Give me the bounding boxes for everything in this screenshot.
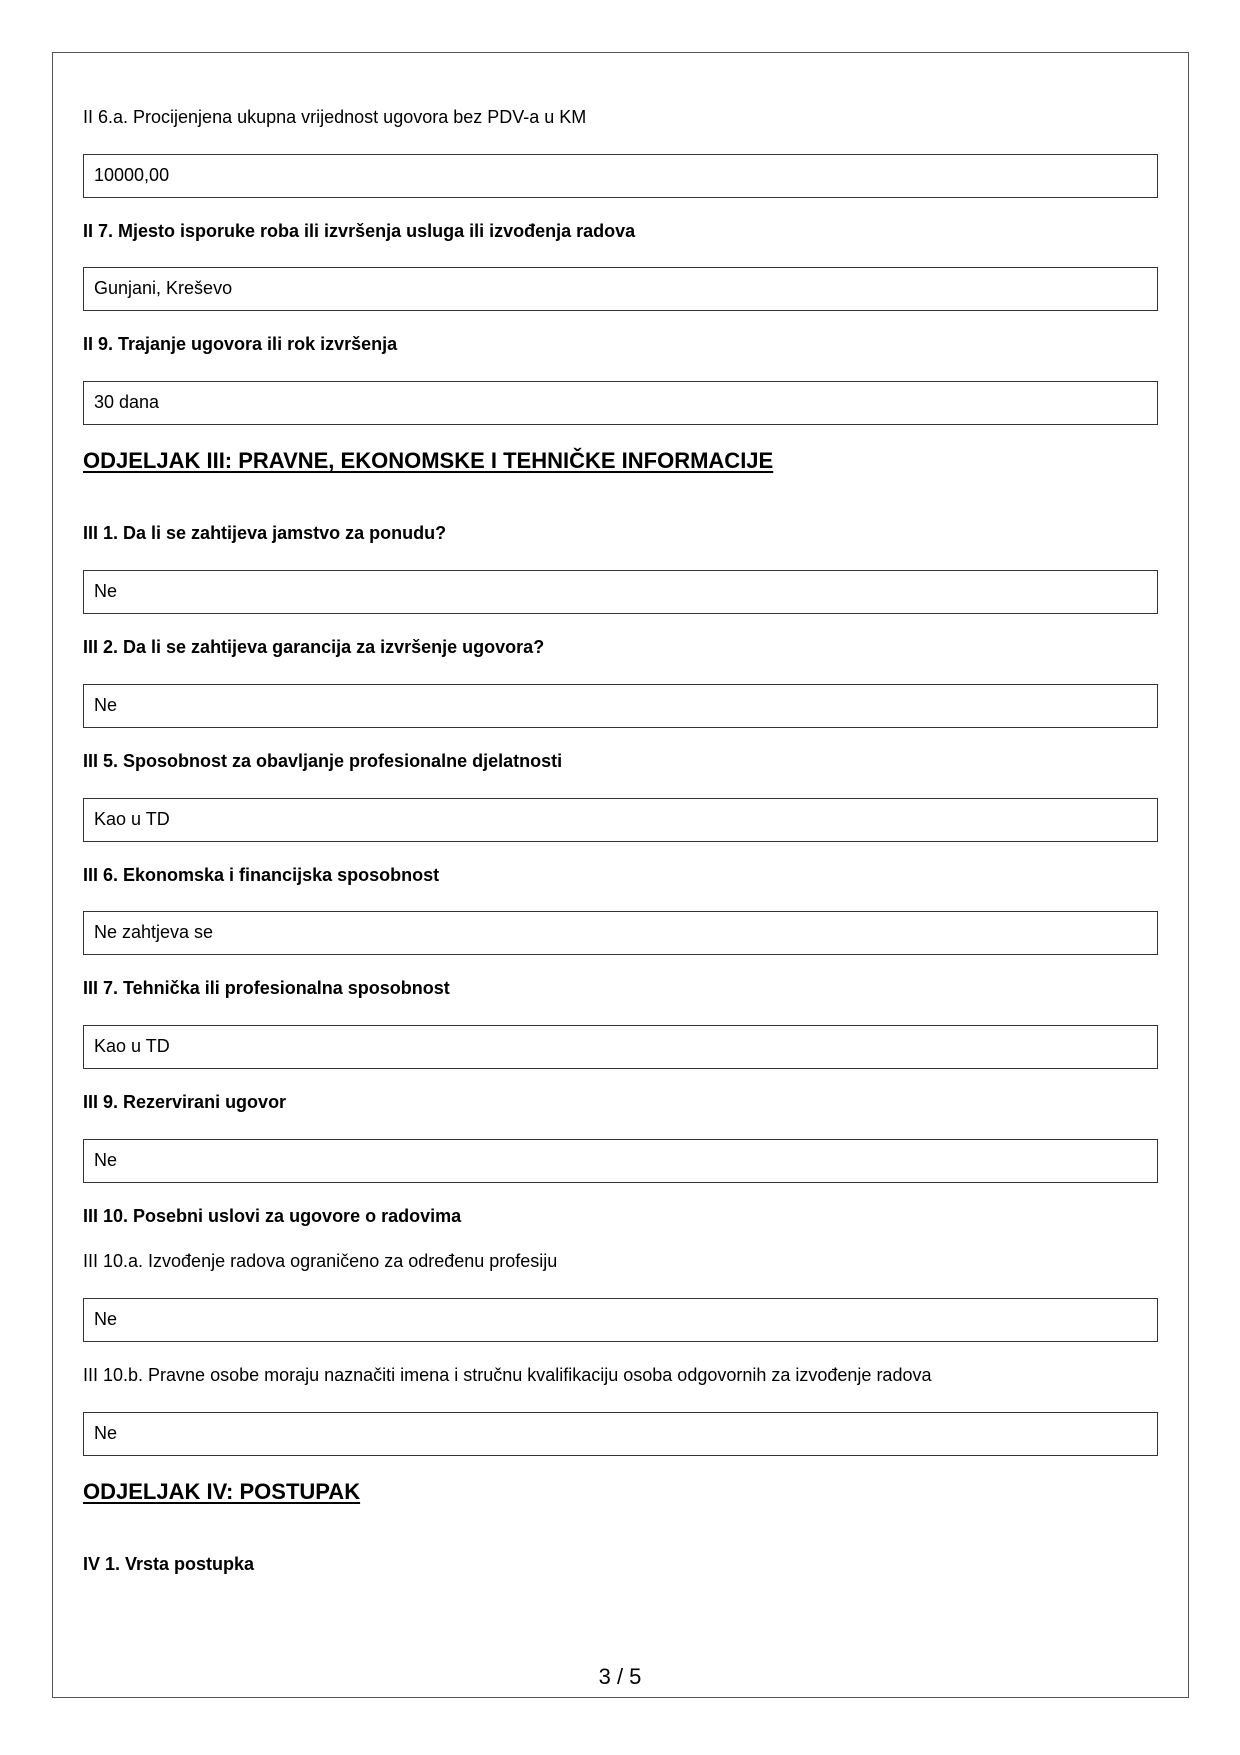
field-value-economic-capacity: Ne zahtjeva se [83, 911, 1158, 955]
field-label-technical-capacity: III 7. Tehnička ili profesionalna sposobnost [83, 978, 450, 998]
field-label-contract-duration: II 9. Trajanje ugovora ili rok izvršenja [83, 334, 398, 354]
field-label-economic-capacity: III 6. Ekonomska i financijska sposobnost [83, 865, 440, 885]
field-value-reserved-contract: Ne [83, 1139, 1158, 1183]
field-label-restricted-profession: III 10.a. Izvođenje radova ograničeno za određenu profesiju [83, 1251, 558, 1271]
field-value-estimated-value: 10000,00 [83, 154, 1158, 198]
field-label-responsible-persons: III 10.b. Pravne osobe moraju naznačiti imena i stručnu kvalifikaciju osoba odgovornih za izvođenje radova [83, 1365, 932, 1385]
field-label-reserved-contract: III 9. Rezervirani ugovor [83, 1092, 287, 1112]
field-label-bid-guarantee: III 1. Da li se zahtijeva jamstvo za ponudu? [83, 523, 447, 543]
field-value-delivery-place: Gunjani, Kreševo [83, 267, 1158, 311]
field-value-professional-capacity: Kao u TD [83, 798, 1158, 842]
field-label-procedure-type: IV 1. Vrsta postupka [83, 1554, 255, 1574]
section-heading-procedure: ODJELJAK IV: POSTUPAK [83, 1479, 361, 1504]
field-value-contract-duration: 30 dana [83, 381, 1158, 425]
field-value-technical-capacity: Kao u TD [83, 1025, 1158, 1069]
field-value-bid-guarantee: Ne [83, 570, 1158, 614]
field-label-professional-capacity: III 5. Sposobnost za obavljanje profesionalne djelatnosti [83, 751, 563, 771]
field-value-performance-guarantee: Ne [83, 684, 1158, 728]
field-value-responsible-persons: Ne [83, 1412, 1158, 1456]
page-number: 3 / 5 [598, 1664, 642, 1689]
field-value-restricted-profession: Ne [83, 1298, 1158, 1342]
section-heading-legal-economic-technical: ODJELJAK III: PRAVNE, EKONOMSKE I TEHNIČKE INFORMACIJE [83, 448, 774, 473]
field-label-performance-guarantee: III 2. Da li se zahtijeva garancija za izvršenje ugovora? [83, 637, 545, 657]
field-label-estimated-value: II 6.a. Procijenjena ukupna vrijednost ugovora bez PDV-a u KM [83, 107, 587, 127]
field-label-special-conditions: III 10. Posebni uslovi za ugovore o radovima [83, 1206, 462, 1226]
field-label-delivery-place: II 7. Mjesto isporuke roba ili izvršenja usluga ili izvođenja radova [83, 221, 636, 241]
